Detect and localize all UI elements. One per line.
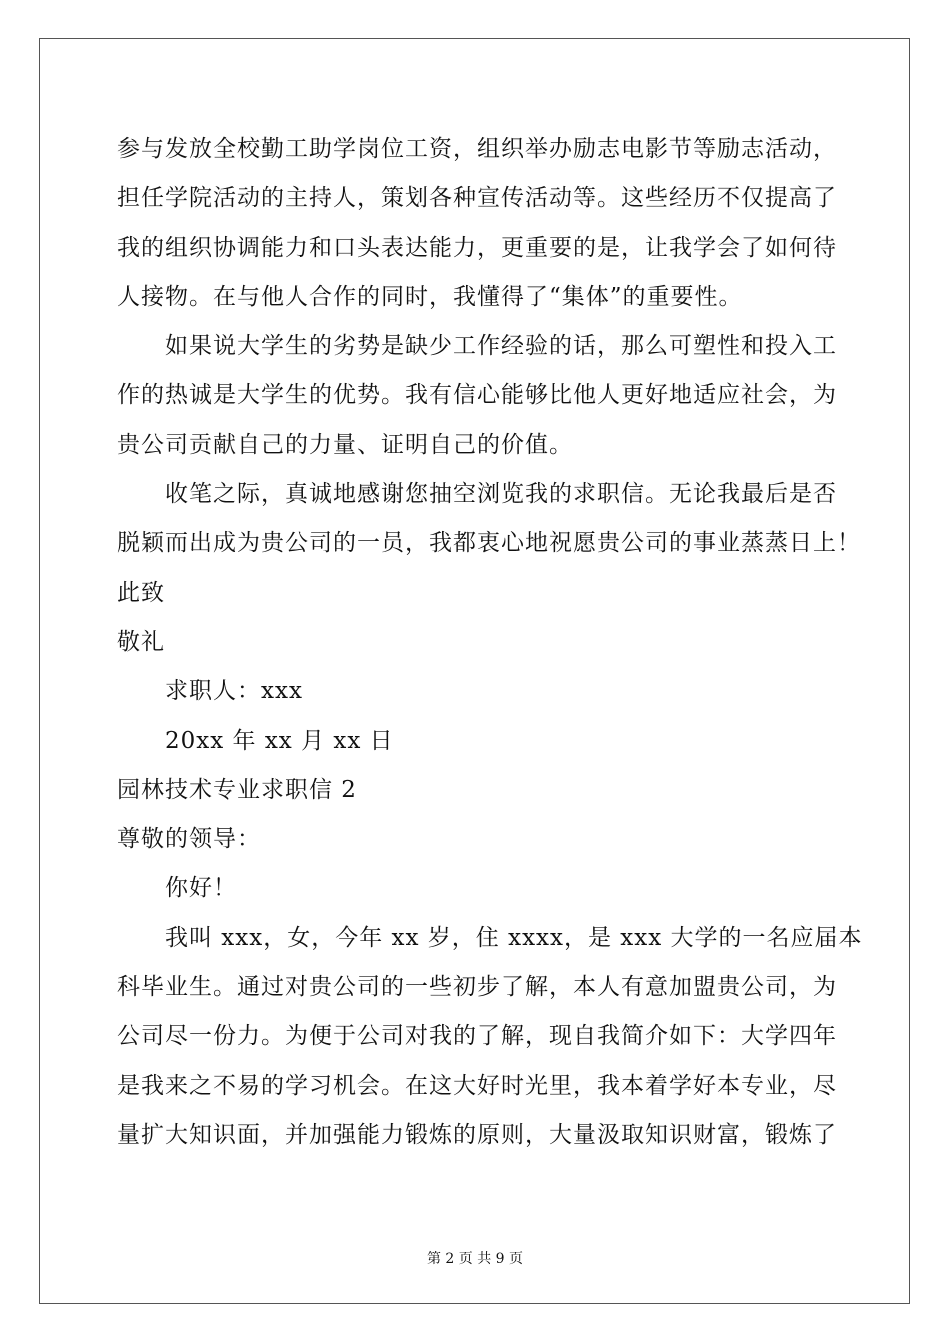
closing-salutation: 此致 — [117, 579, 165, 606]
text-line: 量扩大知识面，并加强能力锻炼的原则，大量汲取知识财富，锻炼了 — [117, 1121, 837, 1148]
page-number: 第 2 页 共 9 页 — [426, 1251, 524, 1267]
text-line: 人接物。在与他人合作的同时，我懂得了“集体”的重要性。 — [117, 283, 743, 310]
text-line: 参与发放全校勤工助学岗位工资，组织举办励志电影节等励志活动， — [117, 136, 837, 162]
letter-date: 20xx 年 xx 月 xx 日 — [165, 727, 394, 754]
text-line: 脱颖而出成为贵公司的一员，我都衷心地祝愿贵公司的事业蒸蒸日上！ — [117, 530, 861, 557]
text-line: 我的组织协调能力和口头表达能力，更重要的是，让我学会了如何待 — [117, 234, 837, 261]
section-title: 园林技术专业求职信 2 — [117, 776, 357, 803]
text-line: 贵公司贡献自己的力量、证明自己的价值。 — [117, 431, 573, 458]
text-line: 科毕业生。通过对贵公司的一些初步了解，本人有意加盟贵公司，为 — [117, 974, 837, 1001]
greeting-hello: 你好！ — [165, 875, 237, 902]
applicant-signature: 求职人：xxx — [165, 678, 303, 705]
document-body — [117, 125, 863, 1160]
text-line: 是我来之不易的学习机会。在这大好时光里，我本着学好本专业，尽 — [117, 1072, 837, 1099]
text-line: 作的热诚是大学生的优势。我有信心能够比他人更好地适应社会，为 — [117, 382, 837, 409]
paragraph-start: 如果说大学生的劣势是缺少工作经验的话，那么可塑性和投入工 — [165, 333, 837, 360]
paragraph-start: 我叫 xxx，女，今年 xx 岁，住 xxxx，是 xxx 大学的一名应届本 — [165, 924, 863, 951]
text-line: 担任学院活动的主持人，策划各种宣传活动等。这些经历不仅提高了 — [117, 185, 837, 212]
greeting: 尊敬的领导： — [117, 826, 261, 853]
closing-regards: 敬礼 — [117, 628, 165, 655]
text-line: 公司尽一份力。为便于公司对我的了解，现自我简介如下：大学四年 — [117, 1023, 837, 1050]
paragraph-start: 收笔之际，真诚地感谢您抽空浏览我的求职信。无论我最后是否 — [165, 481, 837, 508]
